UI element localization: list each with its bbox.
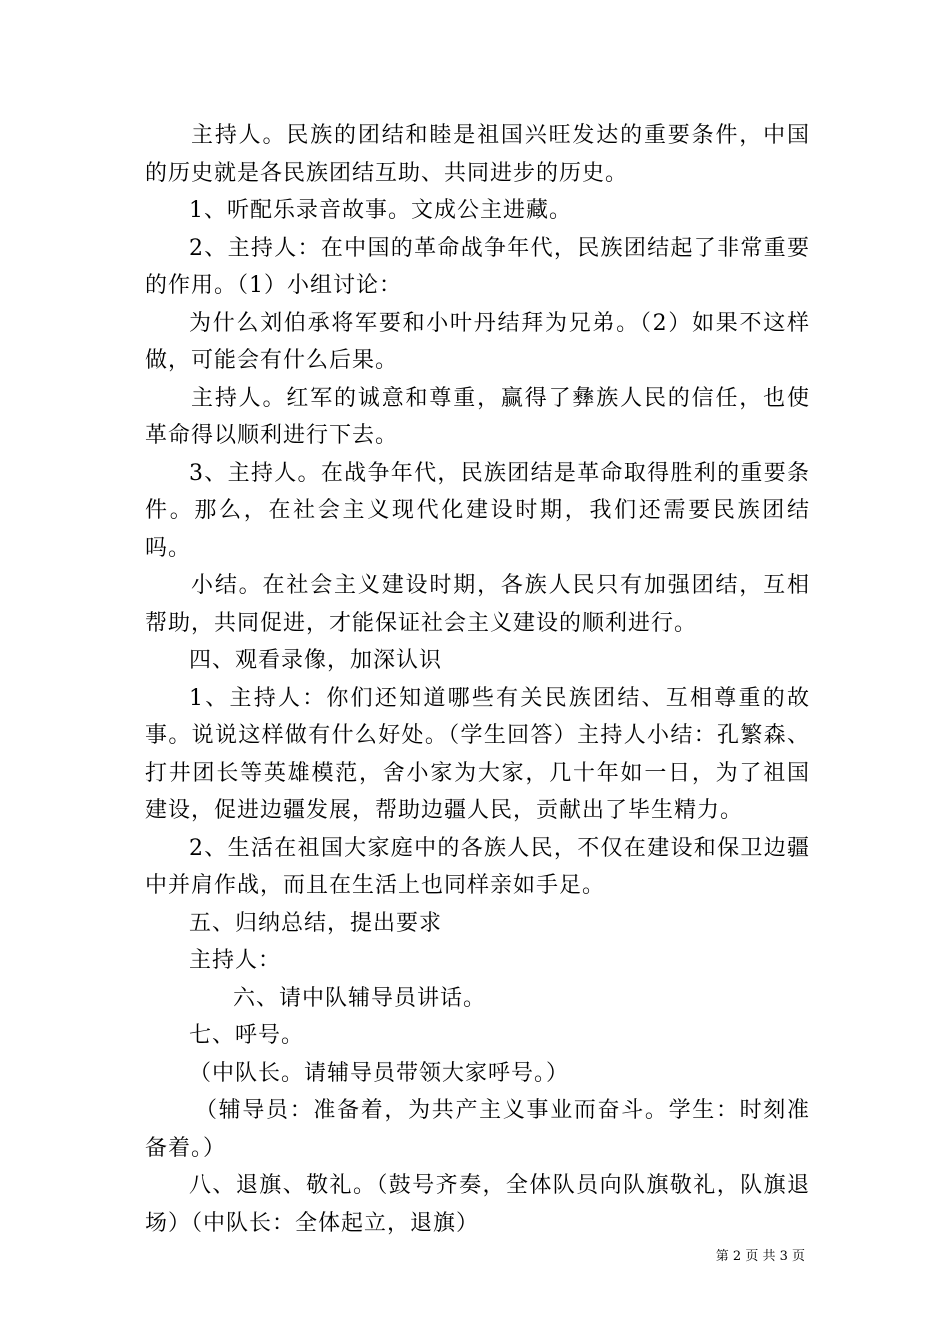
paragraph-item-2: 2、主持人：在中国的革命战争年代，民族团结起了非常重要的作用。（1）小组讨论： xyxy=(145,235,810,298)
paragraph-summary: 小结。在社会主义建设时期，各族人民只有加强团结，互相帮助，共同促进，才能保证社会主义建设的顺利进行。 xyxy=(145,573,810,636)
section-heading-eight: 八、退旗、敬礼。（鼓号齐奏，全体队员向队旗敬礼，队旗退场）（中队长：全体起立，退旗） xyxy=(145,1173,810,1236)
page-number-footer: 第 2 页 共 3 页 xyxy=(715,1249,805,1264)
section-heading-four: 四、观看录像，加深认识 xyxy=(189,648,443,673)
paragraph-counselor-call: （辅导员：准备着，为共产主义事业而奋斗。学生：时刻准备着。） xyxy=(145,1098,810,1161)
paragraph-item-3: 3、主持人。在战争年代，民族团结是革命取得胜利的重要条件。那么，在社会主义现代化建设时期，我们还需要民族团结吗。 xyxy=(145,460,810,561)
section-heading-five: 五、归纳总结，提出要求 xyxy=(189,910,443,936)
paragraph-host-intro: 主持人。民族的团结和睦是祖国兴旺发达的重要条件，中国的历史就是各民族团结互助、共同进步的历史。 xyxy=(145,123,810,186)
section-heading-seven: 七、呼号。 xyxy=(189,1023,305,1048)
paragraph-item-1: 1、听配乐录音故事。文成公主进藏。 xyxy=(189,198,572,223)
paragraph-section-four-item-2: 2、生活在祖国大家庭中的各族人民，不仅在建设和保卫边疆中并肩作战，而且在生活上也同样亲如手足。 xyxy=(145,835,810,898)
paragraph-section-four-item-1: 1、主持人：你们还知道哪些有关民族团结、互相尊重的故事。说说这样做有什么好处。（学生回答）主持人小结：孔繁森、打井团长等英雄模范，舍小家为大家，几十年如一日，为了祖国建设，促进边疆发展，帮助边疆人民，贡献出了毕生精力。 xyxy=(145,685,810,823)
section-heading-six: 六、请中队辅导员讲话。 xyxy=(233,985,487,1011)
paragraph-host-red-army: 主持人。红军的诚意和尊重，赢得了彝族人民的信任，也使革命得以顺利进行下去。 xyxy=(145,385,810,448)
document-body xyxy=(145,117,810,1242)
paragraph-discussion: 为什么刘伯承将军要和小叶丹结拜为兄弟。（2）如果不这样做，可能会有什么后果。 xyxy=(145,310,810,373)
paragraph-squad-leader-call: （中队长。请辅导员带领大家呼号。） xyxy=(189,1060,570,1086)
paragraph-host-label: 主持人： xyxy=(189,948,282,973)
